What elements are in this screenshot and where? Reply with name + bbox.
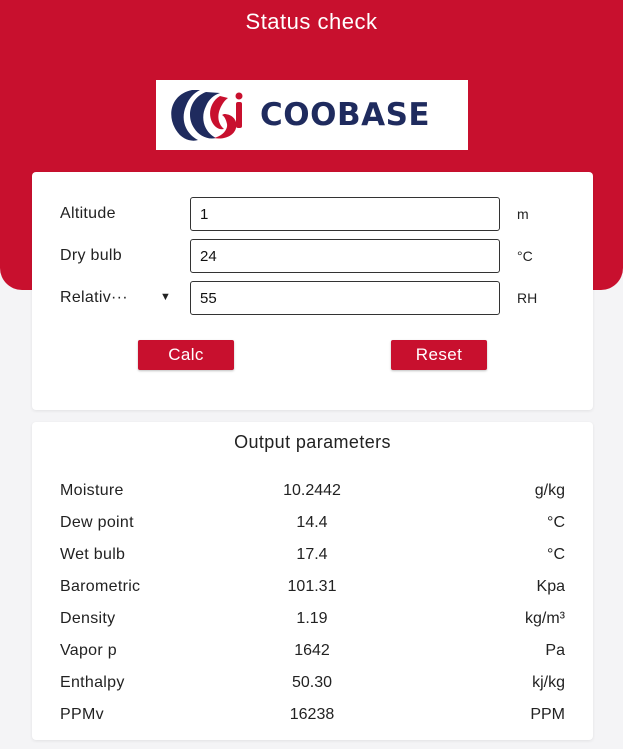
output-row-vapor-p [32, 642, 593, 666]
dry-bulb-row [32, 239, 593, 273]
output-row-wet-bulb [32, 546, 593, 570]
output-unit: °C [547, 546, 565, 563]
output-value: 101.31 [287, 578, 337, 595]
output-label: Moisture [60, 482, 124, 499]
humidity-input[interactable] [190, 281, 500, 315]
output-value: 16238 [289, 706, 335, 723]
page-title: Status check [245, 9, 378, 34]
output-label: Vapor p [60, 642, 117, 659]
input-card [32, 172, 593, 410]
dry-bulb-input[interactable] [190, 239, 500, 273]
output-label: Barometric [60, 578, 141, 595]
logo-wordmark: COOBASE [260, 97, 431, 133]
humidity-unit: RH [517, 290, 538, 306]
output-row-barometric [32, 578, 593, 602]
altitude-unit: m [517, 206, 529, 222]
output-unit: Pa [545, 642, 565, 659]
output-label: Wet bulb [60, 546, 126, 563]
output-unit: °C [547, 514, 565, 531]
output-label: Dew point [60, 514, 134, 531]
output-row-dew-point [32, 514, 593, 538]
altitude-row [32, 197, 593, 231]
altitude-label: Altitude [60, 205, 116, 222]
output-value: 17.4 [296, 546, 328, 563]
output-unit: g/kg [534, 482, 565, 499]
calc-button[interactable]: Calc [138, 340, 234, 370]
altitude-input[interactable] [190, 197, 500, 231]
brand-logo [156, 80, 468, 150]
output-row-density [32, 610, 593, 634]
output-value: 50.30 [291, 674, 333, 691]
output-title: Output parameters [234, 432, 391, 452]
output-value: 10.2442 [283, 482, 341, 499]
output-label: Density [60, 610, 116, 627]
humidity-type-select[interactable]: Relativ··· [60, 289, 128, 306]
dry-bulb-label: Dry bulb [60, 247, 122, 264]
output-unit: PPM [530, 706, 565, 723]
output-value: 1.19 [296, 610, 328, 627]
reset-button[interactable]: Reset [391, 340, 487, 370]
humidity-row [32, 281, 593, 315]
output-value: 1642 [294, 642, 330, 659]
caret-down-icon[interactable]: ▼ [160, 291, 171, 303]
output-unit: kj/kg [532, 674, 565, 691]
output-label: Enthalpy [60, 674, 125, 691]
output-row-ppmv [32, 706, 593, 730]
output-row-enthalpy [32, 674, 593, 698]
output-unit: kg/m³ [525, 610, 565, 627]
output-label: PPMv [60, 706, 104, 723]
dry-bulb-unit: °C [517, 248, 533, 264]
output-row-moisture [32, 482, 593, 506]
output-card [32, 422, 593, 740]
output-value: 14.4 [296, 514, 328, 531]
output-unit: Kpa [536, 578, 565, 595]
coobase-logo-icon [162, 84, 250, 146]
